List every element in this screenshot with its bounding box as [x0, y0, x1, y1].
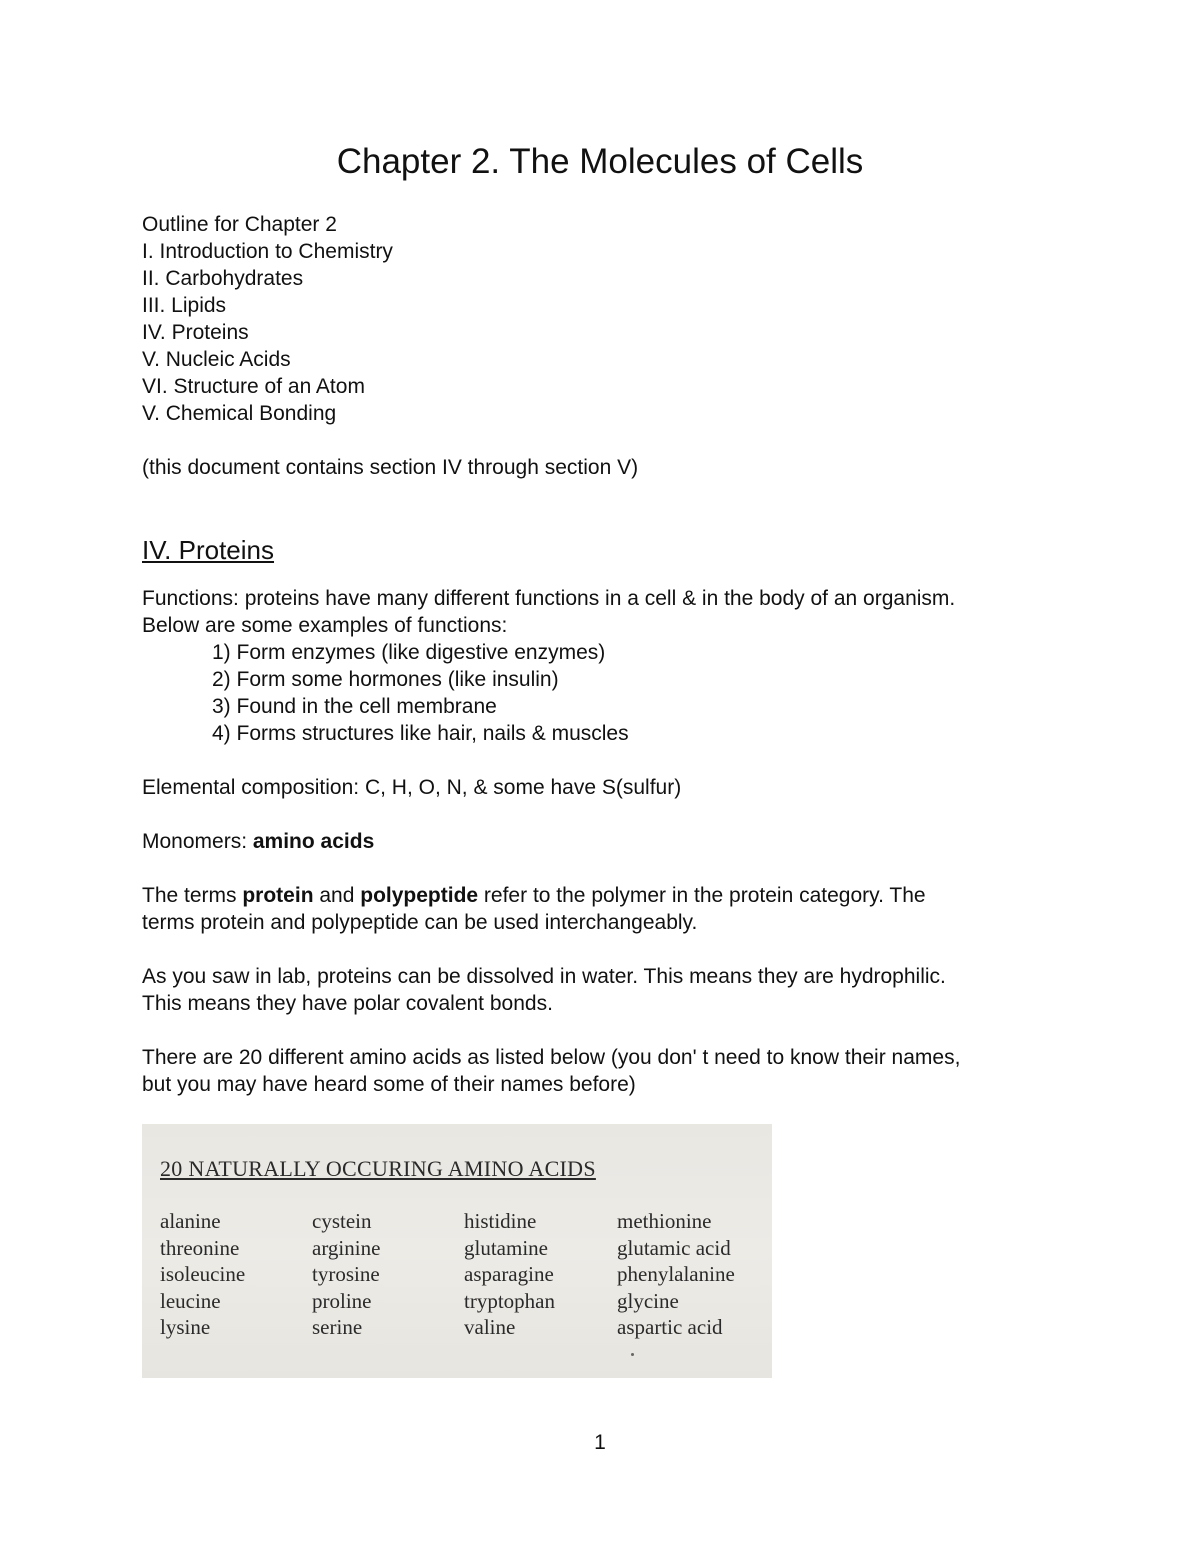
amino-acid: tyrosine [312, 1262, 380, 1286]
page-number: 1 [594, 1431, 606, 1454]
functions-line: Below are some examples of functions: [142, 614, 508, 637]
amino-acid: cystein [312, 1209, 372, 1233]
amino-acid: asparagine [464, 1262, 554, 1286]
amino-acid: serine [312, 1315, 363, 1339]
term-polypeptide: polypeptide [360, 884, 479, 907]
amino-intro-line: There are 20 different amino acids as listed below (you don' t need to know their names, [142, 1046, 961, 1069]
amino-acid: threonine [160, 1235, 240, 1260]
term-protein: protein [242, 884, 314, 907]
text-run: refer to the polymer in the protein category. The [478, 884, 926, 907]
lab-line: This means they have polar covalent bonds. [142, 992, 553, 1015]
outline-item: II. Carbohydrates [142, 267, 304, 290]
document-scope-note: (this document contains section IV through section V) [142, 456, 639, 479]
outline-item: I. Introduction to Chemistry [142, 240, 393, 263]
amino-column [312, 1208, 380, 1341]
amino-acid: leucine [160, 1288, 221, 1313]
amino-column [464, 1208, 555, 1341]
scan-speck [631, 1353, 634, 1356]
amino-intro-line: but you may have heard some of their names before) [142, 1073, 636, 1096]
amino-acid: phenylalanine [617, 1262, 735, 1286]
outline-item: IV. Proteins [142, 321, 249, 344]
amino-acid: aspartic acid [617, 1315, 723, 1339]
lab-paragraph [142, 963, 1082, 1017]
amino-acid: methionine [617, 1209, 712, 1233]
text-run: The terms [142, 884, 243, 907]
amino-acid: histidine [464, 1209, 537, 1233]
amino-acid: tryptophan [464, 1288, 555, 1313]
amino-table-title: 20 NATURALLY OCCURING AMINO ACIDS [160, 1156, 596, 1181]
amino-acid: glutamine [464, 1235, 548, 1260]
amino-acid: proline [312, 1288, 372, 1313]
amino-acids-scan [142, 1124, 772, 1378]
monomers-line [142, 828, 1082, 855]
amino-intro-paragraph [142, 1044, 1082, 1098]
outline-item: VI. Structure of an Atom [142, 375, 365, 398]
list-item: 1) Form enzymes (like digestive enzymes) [212, 641, 606, 664]
amino-column [160, 1208, 245, 1341]
list-item: 3) Found in the cell membrane [212, 695, 497, 718]
amino-acid: lysine [160, 1315, 211, 1339]
terms-line: terms protein and polypeptide can be used interchangeably. [142, 911, 698, 934]
functions-intro [142, 585, 1082, 639]
section-heading: IV. Proteins [142, 535, 275, 565]
amino-acid: valine [464, 1315, 516, 1339]
amino-acid: arginine [312, 1235, 381, 1260]
outline-heading: Outline for Chapter 2 [142, 213, 337, 236]
list-item: 2) Form some hormones (like insulin) [212, 668, 559, 691]
functions-list [212, 639, 629, 747]
page-title: Chapter 2. The Molecules of Cells [336, 142, 864, 181]
text-run: and [313, 884, 361, 907]
amino-acid: alanine [160, 1209, 221, 1233]
outline-item: V. Chemical Bonding [142, 402, 337, 425]
chapter-outline [142, 211, 393, 427]
amino-column [617, 1208, 735, 1341]
lab-line: As you saw in lab, proteins can be dissolved in water. This means they are hydrophilic. [142, 965, 946, 988]
functions-line: Functions: proteins have many different functions in a cell & in the body of an organism. [142, 587, 956, 610]
amino-acid: isoleucine [160, 1262, 246, 1286]
monomers-value: amino acids [252, 830, 375, 853]
outline-item: V. Nucleic Acids [142, 348, 291, 371]
amino-acid: glycine [617, 1288, 679, 1313]
outline-item: III. Lipids [142, 294, 227, 317]
monomers-label: Monomers: [142, 830, 253, 853]
list-item: 4) Forms structures like hair, nails & muscles [212, 722, 629, 745]
elemental-composition: Elemental composition: C, H, O, N, & some have S(sulfur) [142, 776, 682, 799]
amino-acid: glutamic acid [617, 1235, 731, 1260]
terms-paragraph [142, 882, 1082, 936]
